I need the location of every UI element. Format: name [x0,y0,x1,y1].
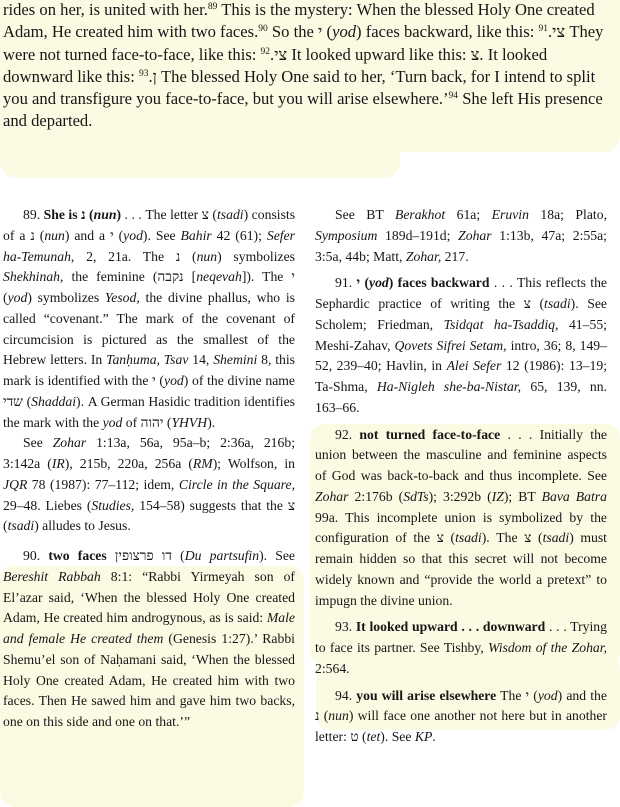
footnote-ref-92[interactable]: 92 [260,46,271,57]
hebrew-tsadi-up: צ. [470,44,484,64]
note-89-continued: See Zohar 1:13a, 56a, 95a–b; 2:36a, 216b; 3:142a (IR), 215b, 220a, 256a (RM); Wolfson, in JQR 78 (1987): 77–112; idem, Circle in the Square, 29–48. Liebes (Studies, 154–58) suggests that the צ (tsadi) alludes to Jesus. [3,435,296,534]
note-89: 89. She is נ (nun) . . . The letter צ (tsadi) consists of a נ (nun) and a י (yod). See Bahir 42 (61); Sefer ha-Temunah, 2, 21a. The נ (nun) symbolizes Shekhinah, the feminine (נקבה [neqevah]). The י (yod) symbolizes Yesod, the divine phallus, who is called “covenant.” The mark of the covenant of circumcision is pictured as the smallest of the Hebrew letters. In Tanḥuma, Tsav 14, Shemini 8, this mark is identified with the י (yod) of the divine name שדי (Shaddai). A German Hasidic tradition identifies the mark with the yod of יהוה (YHVH). [3,207,296,430]
footnote-ref-93[interactable]: 93 [138,68,149,79]
note-91-heading: י (yod) faces backward [356,275,490,291]
hebrew-yod: י [318,22,323,42]
note-90-continued: See BT Berakhot 61a; Eruvin 18a; Plato, Symposium 189d–191d; Zohar 1:13b, 47a; 2:55a; 3:5a, 44b; Matt, Zohar, 217. [315,207,607,264]
note-93: 93. It looked upward . . . downward . . . Trying to face its partner. See Tishby, Wisdom of the Zohar, 2:564. [315,619,607,676]
note-93-heading: It looked upward . . . downward [355,619,546,635]
footnote-ref-89[interactable]: 89 [207,2,218,12]
hebrew-tsadi-yod: צי. [270,44,288,64]
note-94: 94. you will arise elsewhere The י (yod) and the נ (nun) will face one another not here but in another letter: ט (tet). See KP. [315,687,607,744]
hebrew-tsadi-down: ן. [148,66,157,86]
note-89-heading: She is נ (nun) [43,207,122,222]
note-92-heading: not turned face-to-face [359,426,501,442]
notes-right-column [315,205,607,748]
main-text: rides on her, is united with her.$^{89}$ This is the mystery: When the blessed Holy One created Adam, He created him with two faces.$^{90}$ So the י (yod) faces backward, like this: צי.$^{91}$ They were not turned face-to-face, like this: צי.$^{92}$ It looked upward like this: צ. It looked downward like this: ן.$^{93}$ The blessed Holy One said to her, ‘Turn back, for I intend to split you and transfigure you face-to-face, but you will arise elsewhere.’$^{94}$ She left His presence and departed. [3,0,604,131]
note-92: 92. not turned face-to-face . . . Initially the union between the masculine and feminine aspects of God was back-to-back and thus incomplete. See Zohar 2:176b (SdTs); 3:292b (IZ); BT Bava Batra 99a. This incomplete union is symbolized by the configuration of the צ (tsadi). The צ (tsadi) must remain hidden so that this secret will not become widely known and “provide the world a pretext” to impugn the divine union. [315,426,607,608]
note-91: 91. י (yod) faces backward . . . This reflects the Sephardic practice of writing the צ (tsadi). See Scholem; Friedman, Tsidqat ha-Tsaddiq, 41–55; Meshi-Zahav, Qovets Sifrei Setam, intro, 36; 8, 149–52, 239–40; Havlin, in Alei Sefer 12 (1986): 13–19; Ta-Shma, Ha-Nigleh she-ba-Nistar, 65, 139, nn. 163–66. [315,275,608,415]
hebrew-yod-tsadi: צי. [548,22,566,42]
notes-left-column [3,205,295,733]
note-94-heading: you will arise elsewhere [356,687,497,703]
highlight-main-tail [0,150,400,178]
footnote-ref-91[interactable]: 91 [538,24,549,35]
note-90-heading: two faces [48,548,107,563]
footnote-ref-90[interactable]: 90 [258,24,268,35]
footnote-ref-94[interactable]: 94 [448,91,459,102]
note-90: 90. two faces דו פרצופין (Du partsufin). See Bereshit Rabbah 8:1: “Rabbi Yirmeyah son of El’azar said, ‘When the blessed Holy One created Adam, He created him androgynous, as is said: Male and female He created them (Genesis 1:27).’ Rabbi Shemu’el son of Naḥamani said, ‘When the blessed Holy One created Adam, He created him with two faces. Then He sawed him and gave him two backs, one on this side and one on that.’” [3,548,296,729]
